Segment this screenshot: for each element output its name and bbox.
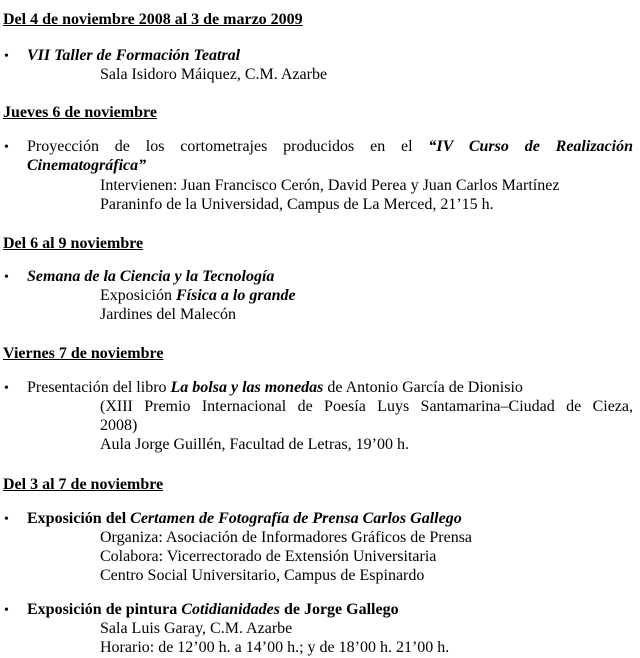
event-venue: Aula Jorge Guillén, Facultad de Letras, 19’00 h. — [100, 436, 409, 453]
event-organiza: Organiza: Asociación de Informadores Gráficos de Prensa — [100, 529, 473, 546]
exhibit-name: Física a lo grande — [176, 287, 296, 304]
bullet: • — [4, 49, 9, 64]
event-title-prefix: Proyección de los cortometrajes producidos en el — [27, 138, 413, 155]
bullet: • — [4, 603, 9, 618]
award-line: (XIII Premio Internacional de Poesía Luys Santamarina–Ciudad de Cieza, — [100, 398, 633, 415]
book-title: La bolsa y las monedas — [170, 379, 324, 396]
event-title-emphasis: “IV Curso de Realización — [428, 138, 633, 155]
section-heading-4: Viernes 7 de noviembre — [3, 345, 164, 362]
event-venue: Sala Isidoro Máiquez, C.M. Azarbe — [100, 66, 328, 83]
title-suffix: de Jorge Gallego — [283, 601, 399, 618]
section-heading-5: Del 3 al 7 de noviembre — [3, 476, 164, 493]
event-venue: Centro Social Universitario, Campus de Espinardo — [100, 567, 425, 584]
event-exhibit — [100, 287, 296, 305]
event-colabora: Colabora: Vicerrectorado de Extensión Universitaria — [100, 548, 437, 565]
event-title — [27, 510, 462, 528]
event-title — [27, 138, 633, 156]
event-title-emphasis-cont: Cinematográfica” — [27, 157, 147, 174]
event-title: VII Taller de Formación Teatral — [27, 47, 241, 64]
bullet: • — [4, 381, 9, 396]
event-speakers: Intervienen: Juan Francisco Cerón, David Perea y Juan Carlos Martínez — [100, 177, 560, 194]
exhibit-prefix: Exposición — [100, 287, 172, 304]
event-venue: Paraninfo de la Universidad, Campus de La Merced, 21’15 h. — [100, 196, 494, 213]
award-line-cont: 2008) — [100, 417, 138, 434]
event-title: Semana de la Ciencia y la Tecnología — [27, 268, 275, 285]
event-venue: Sala Luis Garay, C.M. Azarbe — [100, 620, 293, 637]
title-prefix: Exposición del — [27, 510, 127, 527]
exhibit-name: Cotidianidades — [181, 601, 280, 618]
event-hours: Horario: de 12’00 h. a 14’00 h.; y de 18’00 h. 21’00 h. — [100, 639, 450, 656]
event-title — [27, 379, 523, 397]
exhibit-name: Certamen de Fotografía de Prensa Carlos Gallego — [130, 510, 462, 527]
section-heading-2: Jueves 6 de noviembre — [3, 104, 157, 121]
event-venue: Jardines del Malecón — [100, 306, 236, 323]
bullet: • — [4, 512, 9, 527]
section-heading-1: Del 4 de noviembre 2008 al 3 de marzo 2009 — [3, 11, 303, 28]
bullet: • — [4, 140, 9, 155]
title-prefix: Presentación del libro — [27, 379, 167, 396]
title-suffix: de Antonio García de Dionisio — [327, 379, 523, 396]
title-prefix: Exposición de pintura — [27, 601, 178, 618]
event-title — [27, 601, 399, 619]
section-heading-3: Del 6 al 9 noviembre — [3, 235, 144, 252]
bullet: • — [4, 270, 9, 285]
